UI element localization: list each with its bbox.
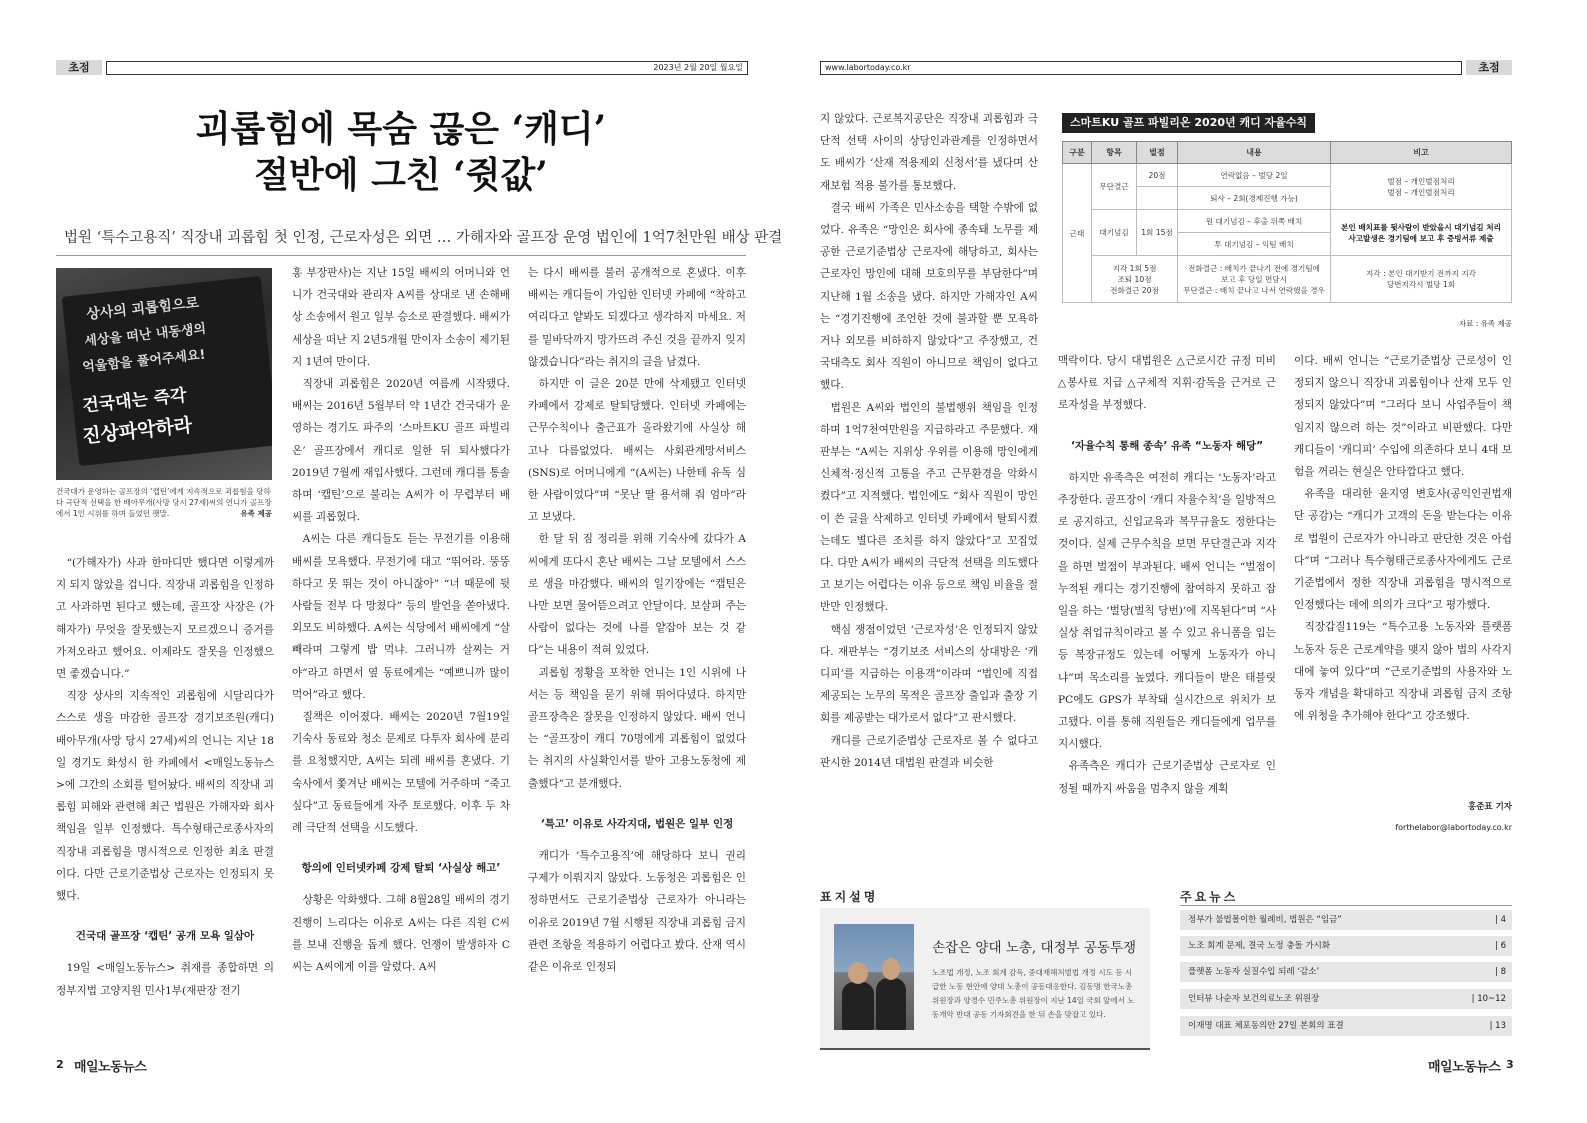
- protest-photo: [56, 268, 272, 480]
- section-heading: 항의에 인터넷카페 강제 탈퇴 ‘사실상 해고’: [301, 862, 501, 875]
- article-column-6: 이다. 배씨 언니는 “근로기준법상 근로성이 인정되지 않으니 직장내 괴롭힘이나 산재 모두 인정되지 않았다”며 “그러다 보니 사업주들이 책임지지 않으려 하는 것”이라고 비판했다. 다만 캐디들이 ‘캐디피’ 수입에 의존하다 보니 4대 보험을 꺼리는 현실은 안타깝다고 했다. 유족을 대리한 윤지영 변호사(공익인권법재단 공감)는 “캐디가 고객의 돈을 받는다는 이유로 법원이 근로자가 아니라고 판단한 것은 아쉽다”며 “그러나 특수형태근로종사자에게도 근로기준법에서 정한 직장내 괴롭힘을 명시적으로 인정했다는 데에 의의가 크다”고 평가했다. 직장갑질119는 “특수고용 노동자와 플랫폼 노동자 등은 근로계약을 맺지 않아 법의 사각지대에 놓여 있다”며 “근로기준법의 사용자와 노동자 개념을 확대하고 직장내 괴롭힘 금지 조항에 위청을 추가해야 한다”고 강조했다.: [1294, 355, 1512, 723]
- news-item[interactable]: 인터뷰 나순자 보건의료노조 위원장 | 10~12: [1180, 989, 1512, 1009]
- headline-line-1: 괴롭힘에 목숨 끊은 ‘캐디’: [195, 108, 607, 150]
- cover-text: 노조법 개정, 노조 회계 감독, 중대재해처벌법 개정 시도 등 시급한 노동 현안에 양대 노총이 공동대응한다. 김동명 한국노총 위원장과 양경수 민주노총 위원장이 지난 14일 국회 앞에서 노동개악 반대 공동 기자회견을 한 뒤 손을 맞잡고 있다.: [932, 968, 1135, 1019]
- table-source: 자료 : 유족 제공: [1458, 319, 1512, 328]
- reporter-email[interactable]: forthelabor@labortoday.co.kr: [1395, 823, 1512, 832]
- cover-photo: [834, 924, 914, 1030]
- article-column-4: 지 않았다. 근로복지공단은 직장내 괴롭힘과 극단적 선택 사이의 상당인과관계를 인정하면서도 배씨가 ‘산재 적용제외 신청서’를 냈다며 산재보험 적용 불가를 통보했다. 결국 배씨 가족은 민사소송을 택할 수밖에 없었다. 유족은 “망인은 회사에 종속돼 노무를 제공한 근로기준법상 근로자에 해당하고, 회사는 근로자인 망인에 대해 보호의무를 부담한다”며 지난해 1월 소송을 냈다. 하지만 가해자인 A씨는 “경기진행에 조언한 것에 불과할 뿐 모욕하거나 외모를 비하하지 않았다”고 주장했고, 건국대측도 회사 직원이 아니므로 책임이 없다고 했다. 법원은 A씨와 법인의 불법행위 책임을 인정하며 1억7천여만원을 지급하라고 주문했다. 재판부는 “A씨는 지위상 우위를 이용해 망인에게 신체적·정신적 고통을 주고 근무환경을 악화시켰다”고 지적했다. 법인에도 “회사 직원이 망인이 쓴 글을 삭제하고 인터넷 카페에서 탈퇴시켰는데도 별다른 조치를 하지 않았다”고 꼬집었다. 다만 A씨가 배씨의 극단적 선택을 의도했다고 보기는 어렵다는 이유 등으로 책임 비율을 절반만 인정했다. 핵심 쟁점이었던 ‘근로자성’은 인정되지 않았다. 재판부는 “경기보조 서비스의 상대방은 ‘캐디피’를 지급하는 이용객”이라며 “법인에 직접 제공되는 노무의 목적은 골프장 출입과 출장 기회를 제공받는 대가로서 없다”고 판시했다. 캐디를 근로기준법상 근로자로 볼 수 없다고 판시한 2014년 대법원 판결과 비슷한: [820, 113, 1038, 769]
- article-column-5: 맥락이다. 당시 대법원은 △근로시간 규정 미비 △봉사료 지급 △구체적 지휘·감독을 근거로 근로자성을 부정했다. ‘자율수칙 통해 종속’ 유족 “노동자 해당” 하지만 유족측은 여전히 캐디는 ‘노동자’라고 주장한다. 골프장이 ‘캐디 자율수칙’을 일방적으로 공지하고, 신입교육과 복무규율도 정한다는 것이다. 실제 근무수칙을 보면 무단결근과 지각을 하면 벌점이 부과된다. 배씨 언니는 “벌점이 누적된 캐디는 경기진행에 참여하지 못하고 잡일을 하는 ‘벌당(벌칙 당번)’에 지목된다”며 “사실상 취업규칙이라고 볼 수 있고 유니폼을 입는 등 복장규정도 있는데 어떻게 노동자가 아니냐”며 목소리를 높였다. 캐디들이 받은 태블릿PC에도 GPS가 부착돼 실시간으로 위치가 보고됐다. 이를 통해 직원들은 캐디들에게 업무를 지시했다. 유족측은 캐디가 근로기준법상 근로자로 인정될 때까지 싸움을 멈추지 않을 계획: [1058, 355, 1276, 795]
- article-column-2: 홍 부장판사)는 지난 15일 배씨의 어머니와 언니가 건국대와 관리자 A씨를 상대로 낸 손해배상 소송에서 원고 일부 승소로 판결했다. 배씨가 세상을 떠난 지 2년5개월 만이자 소송이 제기된 지 1년여 만이다. 직장내 괴롭힘은 2020년 여름께 시작됐다. 배씨는 2016년 5월부터 약 1년간 건국대가 운영하는 경기도 파주의 ‘스마트KU 골프 파빌리온’ 골프장에서 캐디로 일한 뒤 퇴사했다가 2019년 7월께 재입사했다. 그런데 캐디를 통솔하며 ‘캡틴’으로 불리는 A씨가 이 무렵부터 배씨를 괴롭혔다. A씨는 다른 캐디들도 듣는 무전기를 이용해 배씨를 모욕했다. 무전기에 대고 “뛰어라. 뚱뚱하다고 못 뛰는 것이 아니잖아” “너 때문에 뒷사람들 전부 다 망쳤다” 등의 발언을 쏟아냈다. 외모도 비하했다. A씨는 식당에서 배씨에게 “살 빼라며 그렇게 밥 먹냐. 그러니까 살찌는 거야”라고 하면서 옆 동료에게는 “예쁘니까 많이 먹어”라고 했다. 질책은 이어졌다. 배씨는 2020년 7월19일 기숙사 동료와 청소 문제로 다투자 회사에 분리를 요청했지만, A씨는 되레 배씨를 혼냈다. 기숙사에서 쫓겨난 배씨는 모텔에 거주하며 “죽고 싶다”고 동료들에게 자주 토로했다. 이후 두 차례 극단적 선택을 시도했다. 항의에 인터넷카페 강제 탈퇴 ‘사실상 해고’ 상황은 악화했다. 그해 8월28일 배씨의 경기진행이 느리다는 이유로 A씨는 다른 직원 C씨를 보내 진행을 돕게 했다. 언쟁이 발생하자 C씨는 A씨에게 이를 알렸다. A씨: [292, 267, 510, 974]
- section-heading: 건국대 골프장 ‘캡틴’ 공개 모욕 일삼아: [75, 930, 255, 943]
- news-item[interactable]: 노조 회계 문제, 결국 노정 충돌 가시화 | 6: [1180, 936, 1512, 956]
- news-section-title: 주요뉴스: [1180, 890, 1239, 904]
- caddie-rules-table: [1062, 141, 1512, 303]
- headline-line-2: 절반에 그친 ‘쥣값’: [254, 154, 548, 196]
- person: [876, 978, 906, 1030]
- date-bar: [106, 61, 748, 75]
- person-head: [848, 962, 868, 984]
- page-number: 3: [1506, 1058, 1514, 1071]
- table-row: 투 대기넘김 – 익팀 배치: [1063, 233, 1512, 256]
- article-column-3: 는 다시 배씨를 불러 공개적으로 혼냈다. 이후 배씨는 캐디들이 가입한 인터넷 카페에 “착하고 여리다고 얕봐도 되겠다고 생각하지 마세요. 저를 밑바닥까지 망가뜨려 주신 것을 끝까지 잊지 않겠습니다”라는 취지의 글을 남겼다. 하지만 이 글은 20분 만에 삭제됐고 인터넷 카페에서 강제로 탈퇴당했다. 인터넷 카페에는 근무수칙이나 출근표가 올라왔기에 사실상 해고나 다름없었다. 배씨는 사회관계망서비스(SNS)로 어머니에게 “(A씨는) 나한테 유독 심한 사람이었다”며 “못난 딸 용서해 줘 엄마”라고 보냈다. 한 달 뒤 짐 정리를 위해 기숙사에 갔다가 A씨에게 또다시 혼난 배씨는 그날 모텔에서 스스로 생을 마감했다. 배씨의 일기장에는 “캡틴은 나만 보면 물어뜯으려고 안달이다. 보살펴 주는 사람이 없다는 것에 나를 얕잡아 보는 것 같다”는 내용이 적혀 있었다. 괴롭힘 정황을 포착한 언니는 1인 시위에 나서는 등 책임을 묻기 위해 뛰어다녔다. 하지만 골프장측은 잘못을 인정하지 않았다. 배씨 언니는 “골프장이 캐디 70명에게 괴롭힘이 없었다는 취지의 사실확인서를 받아 고용노동청에 제출했다”고 분개했다. ‘특고’ 이유로 사각지대, 법원은 일부 인정 캐디가 ‘특수고용직’에 해당하다 보니 권리 구제가 이뤄지지 않았다. 노동청은 괴롭힘은 인정하면서도 근로기준법상 근로자가 아니라는 이유로 2019년 7월 시행된 직장내 괴롭힘 금지 관련 조항을 적용하기 어렵다고 봤다. 산재 역시 같은 이유로 인정되: [528, 267, 746, 974]
- banner-text-1: 상사의 괴롭힘으로: [85, 295, 200, 323]
- photo-caption: 건국대가 운영하는 골프장의 ‘캡틴’에게 지속적으로 괴롭힘을 당하다 극단적 선택을 한 배아무개(사망 당시 27세)씨의 언니가 골프장에서 1인 시위를 하며 들었던 팻말. 유족 제공: [56, 487, 272, 518]
- banner-text-4: 건국대는 즉각: [81, 385, 188, 417]
- section-heading: ‘자율수칙 통해 종속’ 유족 “노동자 해당”: [1070, 439, 1264, 452]
- url-bar: [820, 61, 1462, 75]
- photo-credit: 유족 제공: [240, 509, 272, 518]
- left-page: [0, 0, 793, 1123]
- person-head: [882, 958, 900, 980]
- subheadline: 법원 ‘특수고용직’ 직장내 괴롭힘 첫 인정, 근로자성은 외면 … 가해자와 골프장 운영 법인에 1억7천만원 배상 판결: [64, 230, 783, 246]
- cover-box: [820, 908, 1150, 1050]
- section-tag: 초점: [56, 60, 102, 75]
- cover-section-title: 표지설명: [820, 890, 879, 904]
- news-item[interactable]: 플랫폼 노동자 실질수입 되레 ‘감소’ | 8: [1180, 962, 1512, 982]
- person: [842, 982, 874, 1030]
- section-tag: 초점: [1466, 60, 1512, 75]
- article-column-1: “(가해자가) 사과 한마디만 했다면 이렇게까지 되지 않았을 겁니다. 직장내 괴롭힘을 인정하고 사과하면 된다고 했는데, 골프장 사장은 (가해자가) 무엇을 잘못했는지 모르겠으니 증거를 가져오라고 했어요. 이제라도 잘못을 인정했으면 좋겠습니다.” 직장 상사의 지속적인 괴롭힘에 시달리다가 스스로 생을 마감한 골프장 경기보조원(캐디) 배아무개(사망 당시 27세)씨의 언니는 지난 18일 경기도 화성시 한 카페에서 <매일노동뉴스>에 그간의 소회를 털어놨다. 배씨의 직장내 괴롭힘 피해와 관련해 최근 법원은 가해자와 회사 책임을 일부 인정했다. 특수형태근로종사자의 직장내 괴롭힘을 명시적으로 인정한 최초 판결이다. 다만 근로기준법상 근로자는 인정되지 못했다. 건국대 골프장 ‘캡틴’ 공개 모욕 일삼아 19일 <매일노동뉴스> 취재를 종합하면 의정부지법 고양지원 민사1부(재판장 전기: [56, 557, 274, 997]
- reporter-name: 홍준표 기자: [1467, 802, 1512, 812]
- footer-logo: 매일노동뉴스: [1428, 1060, 1501, 1075]
- table-row: 근태 무단결근 20점 연락없음 – 벌당 2일 벌점 – 개인벌점처리 벌점 – 개인벌점처리: [1063, 164, 1512, 187]
- cover-title: 손잡은 양대 노총, 대정부 공동투쟁: [932, 940, 1137, 956]
- page-number: 2: [56, 1058, 64, 1071]
- banner-text-2: 세상을 떠난 내동생의: [83, 321, 207, 350]
- group-label: 근태: [1063, 164, 1092, 303]
- table-row: 대기넘김 1회 15점 원 대기넘김 – 후출 뒤쪽 배치 본인 배치표를 뒷사람이 받았을시 대기넘김 처리 사고발생은 경기팀에 보고 후 증빙서류 제출: [1063, 210, 1512, 233]
- table-row: 퇴사 – 2회(경제진행 가능): [1063, 187, 1512, 210]
- table-header-row: 구분 항목 벌점 내용 비고: [1063, 142, 1512, 164]
- issue-date: 2023년 2월 20일 월요일: [653, 63, 743, 72]
- divider: [1180, 905, 1512, 906]
- banner-text-5: 진상파악하라: [81, 414, 194, 448]
- banner-text-3: 억울함을 풀어주세요!: [81, 347, 207, 376]
- news-item[interactable]: 정부가 불법몰이한 월례비, 법원은 “임금” | 4: [1180, 910, 1512, 930]
- divider: [56, 255, 746, 256]
- section-heading: ‘특고’ 이유로 사각지대, 법원은 일부 인정: [540, 817, 734, 830]
- table-row: 지각 1회 5점 조퇴 10점 전화결근 20점 전화결근 : 배치가 끝나기 전에 경기팀에 보고 후 당일 면담시 무단결근 : 배치 끝나고 나서 연락했을 경우 지각 : 본인 대기받기 전까지 지각 당번지각시 벌당 1회: [1063, 256, 1512, 303]
- headline: [56, 106, 746, 198]
- table-title: 스마트KU 골프 파빌리온 2020년 캐디 자율수칙: [1062, 113, 1315, 133]
- footer-logo: 매일노동뉴스: [74, 1060, 147, 1075]
- news-item[interactable]: 이재명 대표 체포동의안 27일 본회의 표결 | 13: [1180, 1016, 1512, 1036]
- site-url: www.labortoday.co.kr: [825, 63, 911, 72]
